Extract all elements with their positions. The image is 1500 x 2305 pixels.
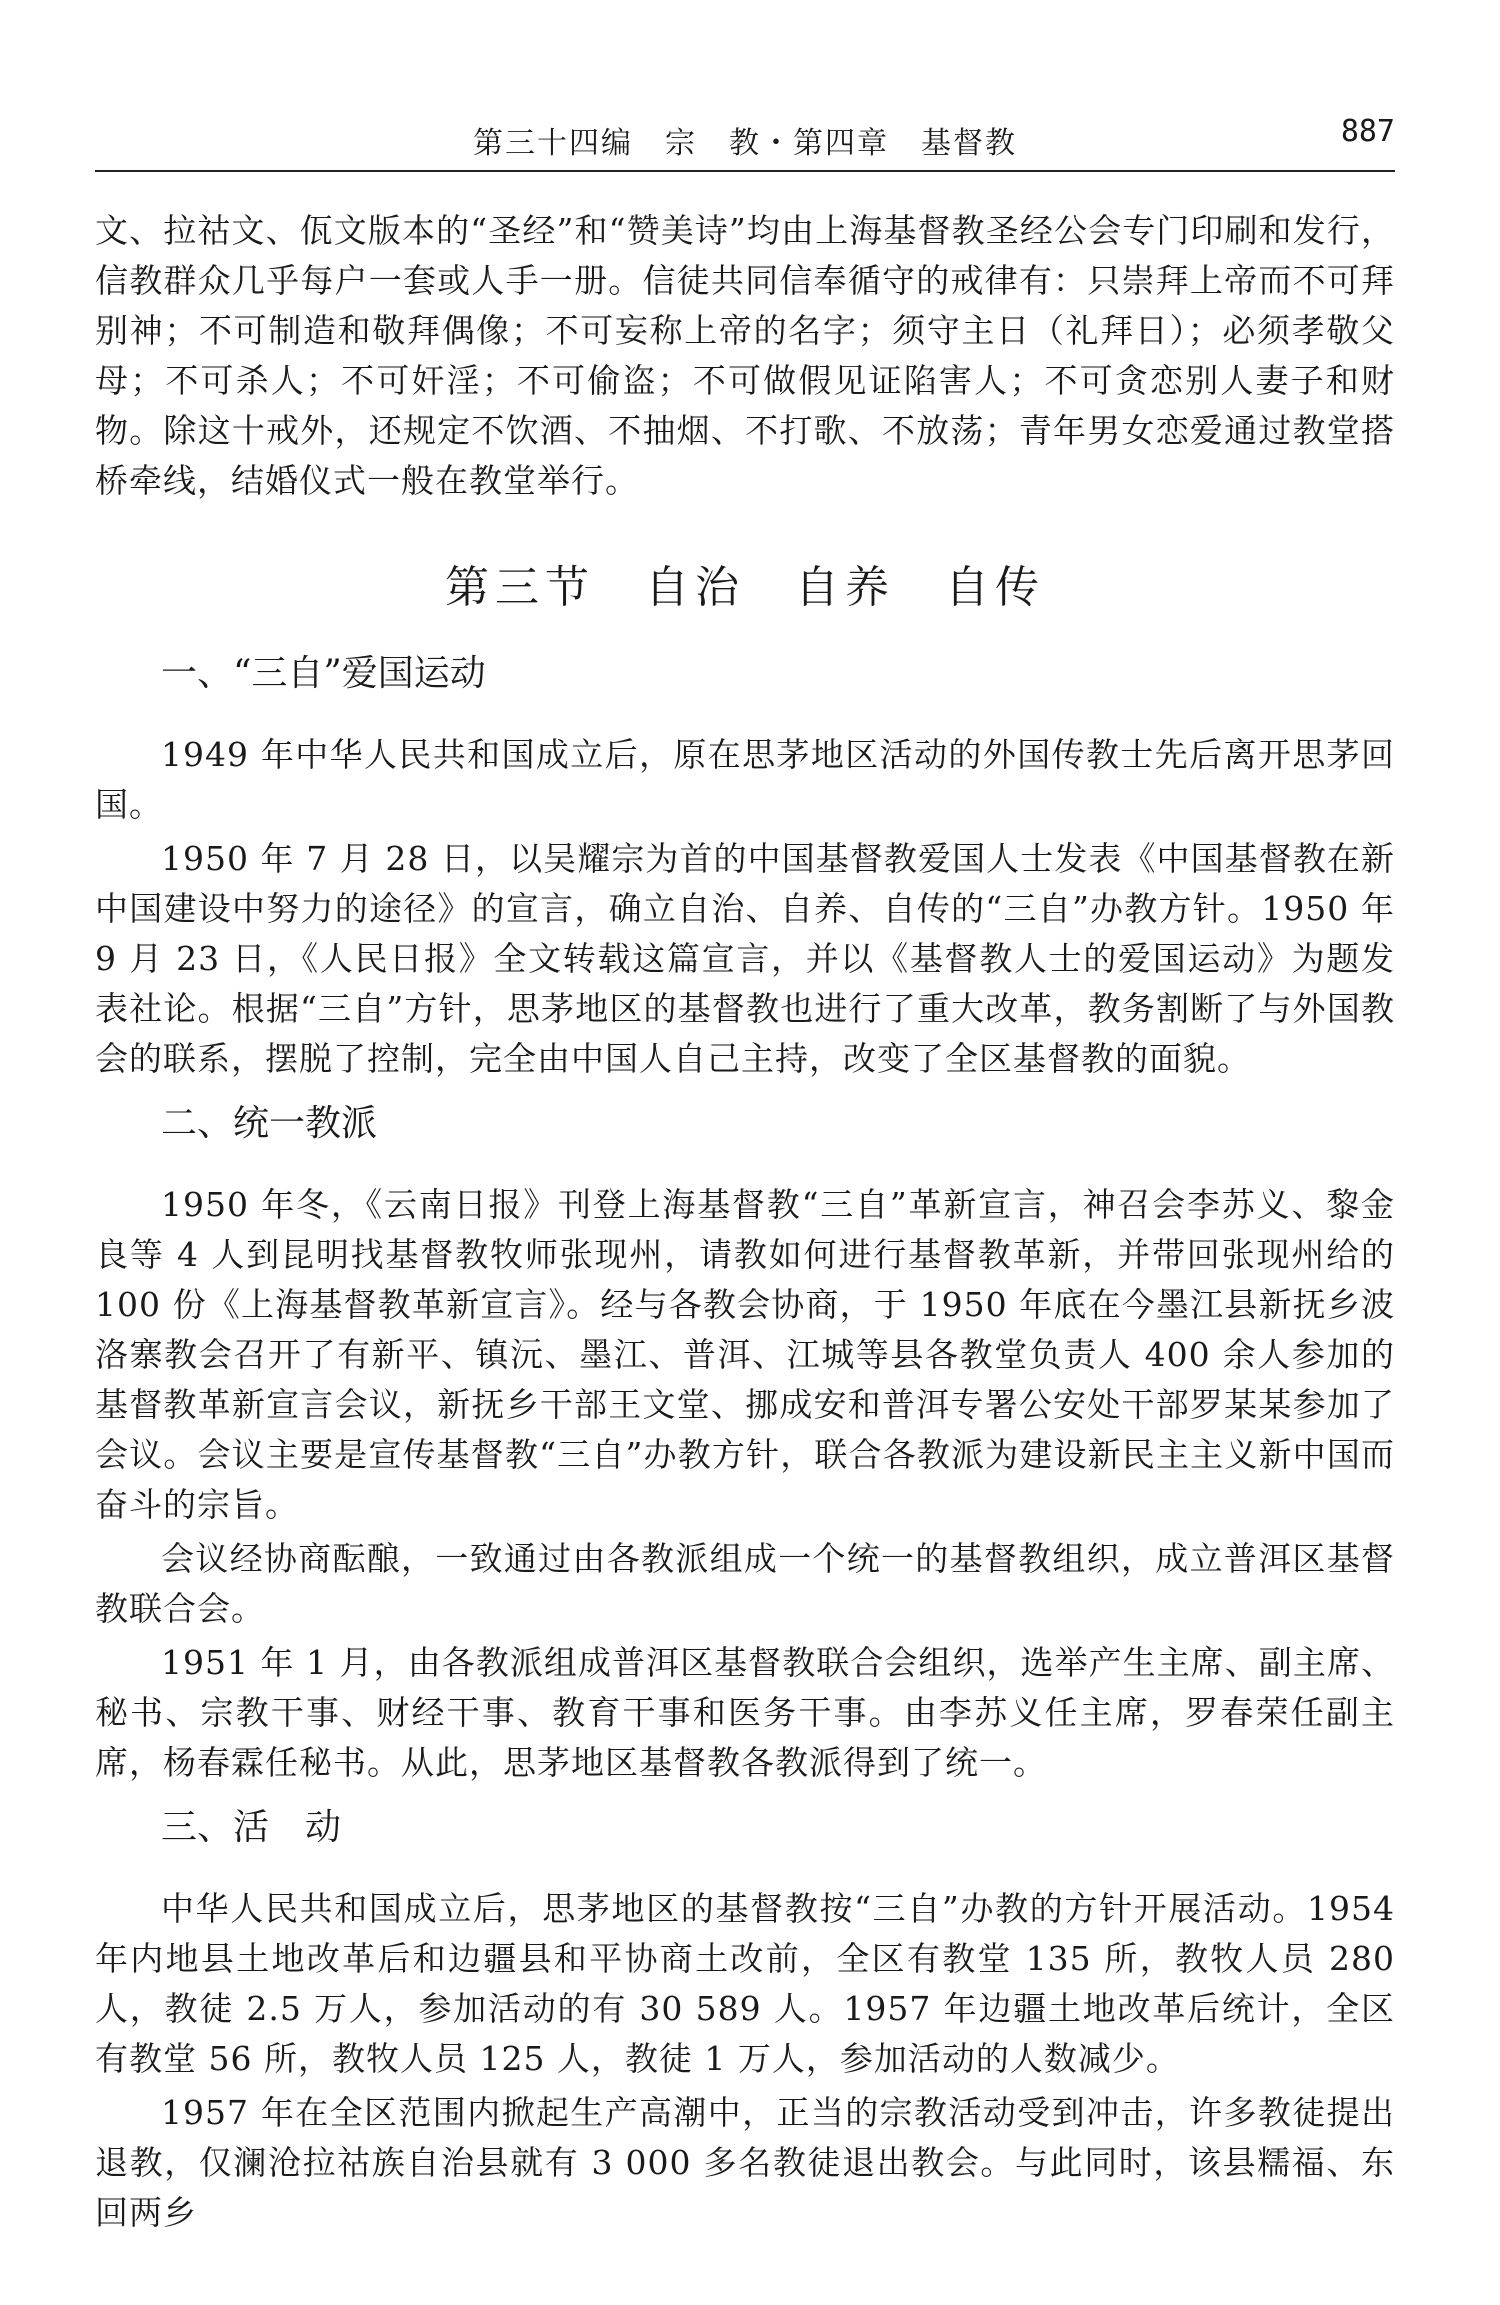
paragraph: 1951 年 1 月，由各教派组成普洱区基督教联合会组织，选举产生主席、副主席、秘书、宗教干事、财经干事、教育干事和医务干事。由李苏义任主席，罗春荣任副主席，杨春霖任秘书。从此，思茅地区基督教各教派得到了统一。 [95, 1643, 1395, 1782]
page-body [95, 206, 1395, 2242]
paragraph: 1949 年中华人民共和国成立后，原在思茅地区活动的外国传教士先后离开思茅回国。 [95, 735, 1395, 824]
page-number: 887 [1340, 114, 1395, 149]
paragraph: 会议经协商酝酿，一致通过由各教派组成一个统一的基督教组织，成立普洱区基督教联合会。 [95, 1539, 1395, 1628]
book-page [95, 0, 1395, 2305]
paragraph: 1950 年冬，《云南日报》刊登上海基督教“三自”革新宣言，神召会李苏义、黎金良等 4 人到昆明找基督教牧师张现州，请教如何进行基督教革新，并带回张现州给的 100 份《上海基督教革新宣言》。经与各教会协商，于 1950 年底在今墨江县新抚乡波洛寨教会召开了有新平、镇沅、墨江、普洱、江城等县各教堂负责人 400 余人参加的基督教革新宣言会议，新抚乡干部王文堂、挪成安和普洱专署公安处干部罗某某参加了会议。会议主要是宣传基督教“三自”办教方针，联合各教派为建设新民主主义新中国而奋斗的宗旨。 [95, 1185, 1395, 1524]
header-title: 第三十四编 宗 教・第四章 基督教 [473, 126, 1017, 161]
subsection-heading-patriotic-movement: 一、“三自”爱国运动 [161, 653, 486, 694]
paragraph: 1950 年 7 月 28 日，以吴耀宗为首的中国基督教爱国人士发表《中国基督教在新中国建设中努力的途径》的宣言，确立自治、自养、自传的“三自”办教方针。1950 年 9 月 23 日，《人民日报》全文转载这篇宣言，并以《基督教人士的爱国运动》为题发表社论。根据“三自”方针，思茅地区的基督教也进行了重大改革，教务割断了与外国教会的联系，摆脱了控制，完全由中国人自己主持，改变了全区基督教的面貌。 [95, 839, 1395, 1078]
intro-paragraph: 文、拉祜文、佤文版本的“圣经”和“赞美诗”均由上海基督教圣经公会专门印刷和发行，信教群众几乎每户一套或人手一册。信徒共同信奉循守的戒律有：只崇拜上帝而不可拜别神；不可制造和敬拜偶像；不可妄称上帝的名字；须守主日（礼拜日）；必须孝敬父母；不可杀人；不可奸淫；不可偷盗；不可做假见证陷害人；不可贪恋别人妻子和财物。除这十戒外，还规定不饮酒、不抽烟、不打歌、不放荡；青年男女恋爱通过教堂搭桥牵线，结婚仪式一般在教堂举行。 [95, 211, 1395, 500]
section-title: 第三节 自治 自养 自传 [445, 562, 1045, 613]
subsection-heading-unify-denominations: 二、统一教派 [161, 1103, 378, 1144]
subsection-heading-activities: 三、活 动 [161, 1807, 342, 1848]
paragraph: 1957 年在全区范围内掀起生产高潮中，正当的宗教活动受到冲击，许多教徒提出退教，仅澜沧拉祜族自治县就有 3 000 多名教徒退出教会。与此同时，该县糯福、东回两乡 [95, 2093, 1395, 2232]
paragraph: 中华人民共和国成立后，思茅地区的基督教按“三自”办教的方针开展活动。1954 年内地县土地改革后和边疆县和平协商土改前，全区有教堂 135 所，教牧人员 280 人，教徒 2.5 万人，参加活动的有 30 589 人。1957 年边疆土地改革后统计，全区有教堂 56 所，教牧人员 125 人，教徒 1 万人，参加活动的人数减少。 [95, 1889, 1395, 2078]
running-header [95, 110, 1395, 172]
